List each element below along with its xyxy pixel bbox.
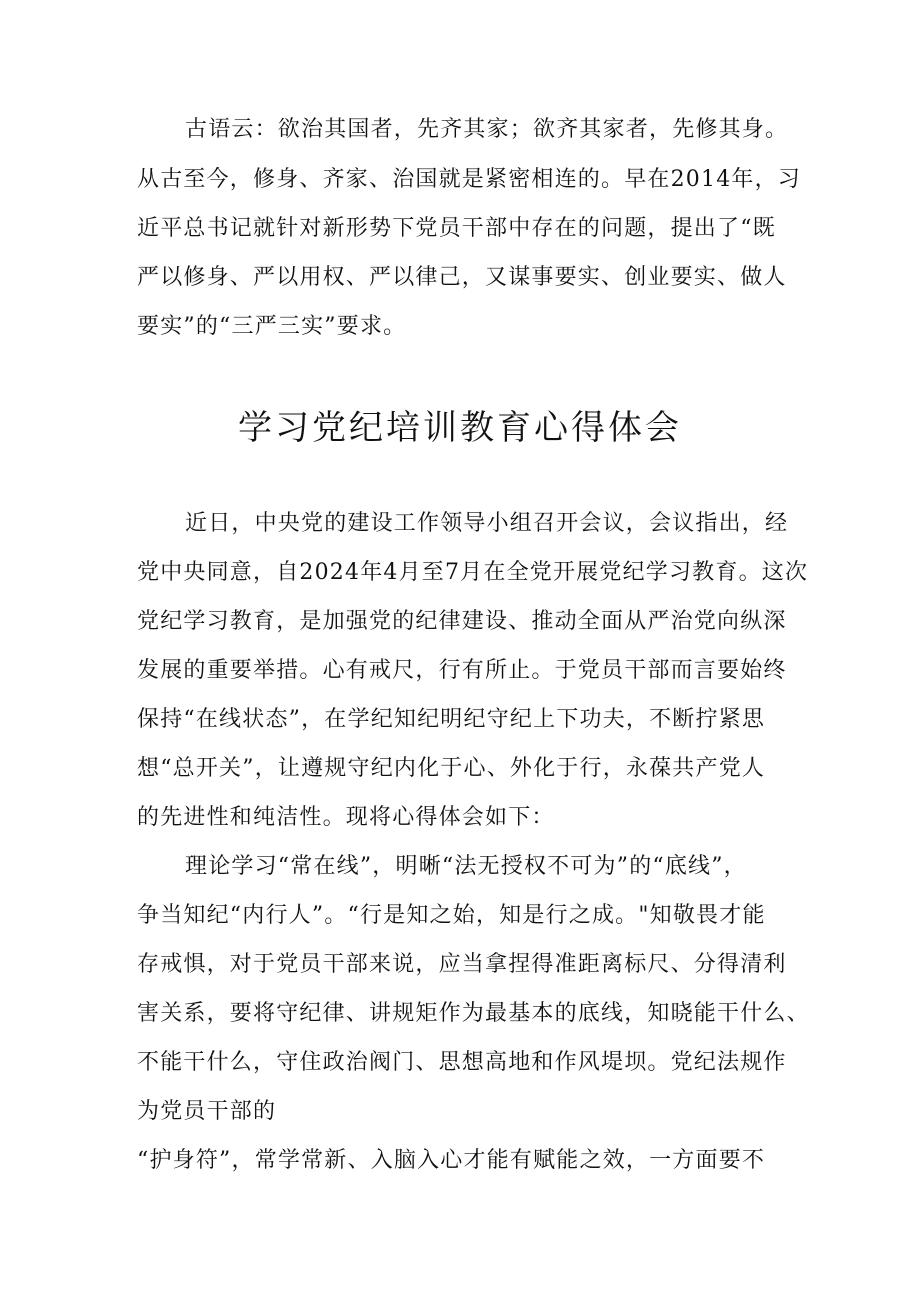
intro-line: 严以修身、严以用权、严以律己，又谋事要实、创业要实、做人 [137, 265, 787, 290]
body-line: 不能干什么，守住政治阀门、思想高地和作风堤坝。党纪法规作 [137, 1050, 787, 1075]
intro-line: 从古至今，修身、齐家、治国就是紧密相连的。早在2014年，习 [137, 167, 801, 192]
body-line: 为党员干部的 [137, 1099, 277, 1124]
body-line: 党中央同意，自2024年4月至7月在全党开展党纪学习教育。这次 [137, 560, 809, 585]
intro-line: 古语云：欲治其国者，先齐其家；欲齐其家者，先修其身。 [185, 117, 789, 142]
intro-line: 近平总书记就针对新形势下党员干部中存在的问题，提出了“既 [137, 216, 776, 241]
body-line: 争当知纪“内行人”。“行是知之始，知是行之成。"知敬畏才能 [137, 903, 766, 928]
body-line: 理论学习“常在线”，明晰“法无授权不可为”的“底线”， [185, 854, 747, 879]
body-line: 害关系，要将守纪律、讲规矩作为最基本的底线，知晓能干什么、 [137, 1001, 810, 1026]
document-title: 学习党纪培训教育心得体会 [238, 408, 682, 448]
body-line: 发展的重要举措。心有戒尺，行有所止。于党员干部而言要始终 [137, 658, 787, 683]
body-line: “护身符”，常学常新、入脑入心才能有赋能之效，一方面要不 [137, 1148, 766, 1173]
intro-line: 要实”的“三严三实”要求。 [137, 314, 407, 339]
body-line: 存戒惧，对于党员干部来说，应当拿捏得准距离标尺、分得清利 [137, 952, 787, 977]
body-line: 的先进性和纯洁性。现将心得体会如下： [137, 805, 555, 830]
body-line: 想“总开关”，让遵规守纪内化于心、外化于行，永葆共产党人 [137, 756, 766, 781]
body-line: 保持“在线状态”，在学纪知纪明纪守纪上下功夫，不断拧紧思 [137, 707, 766, 732]
body-line: 党纪学习教育，是加强党的纪律建设、推动全面从严治党向纵深 [137, 609, 787, 634]
body-line: 近日，中央党的建设工作领导小组召开会议，会议指出，经 [185, 511, 789, 536]
